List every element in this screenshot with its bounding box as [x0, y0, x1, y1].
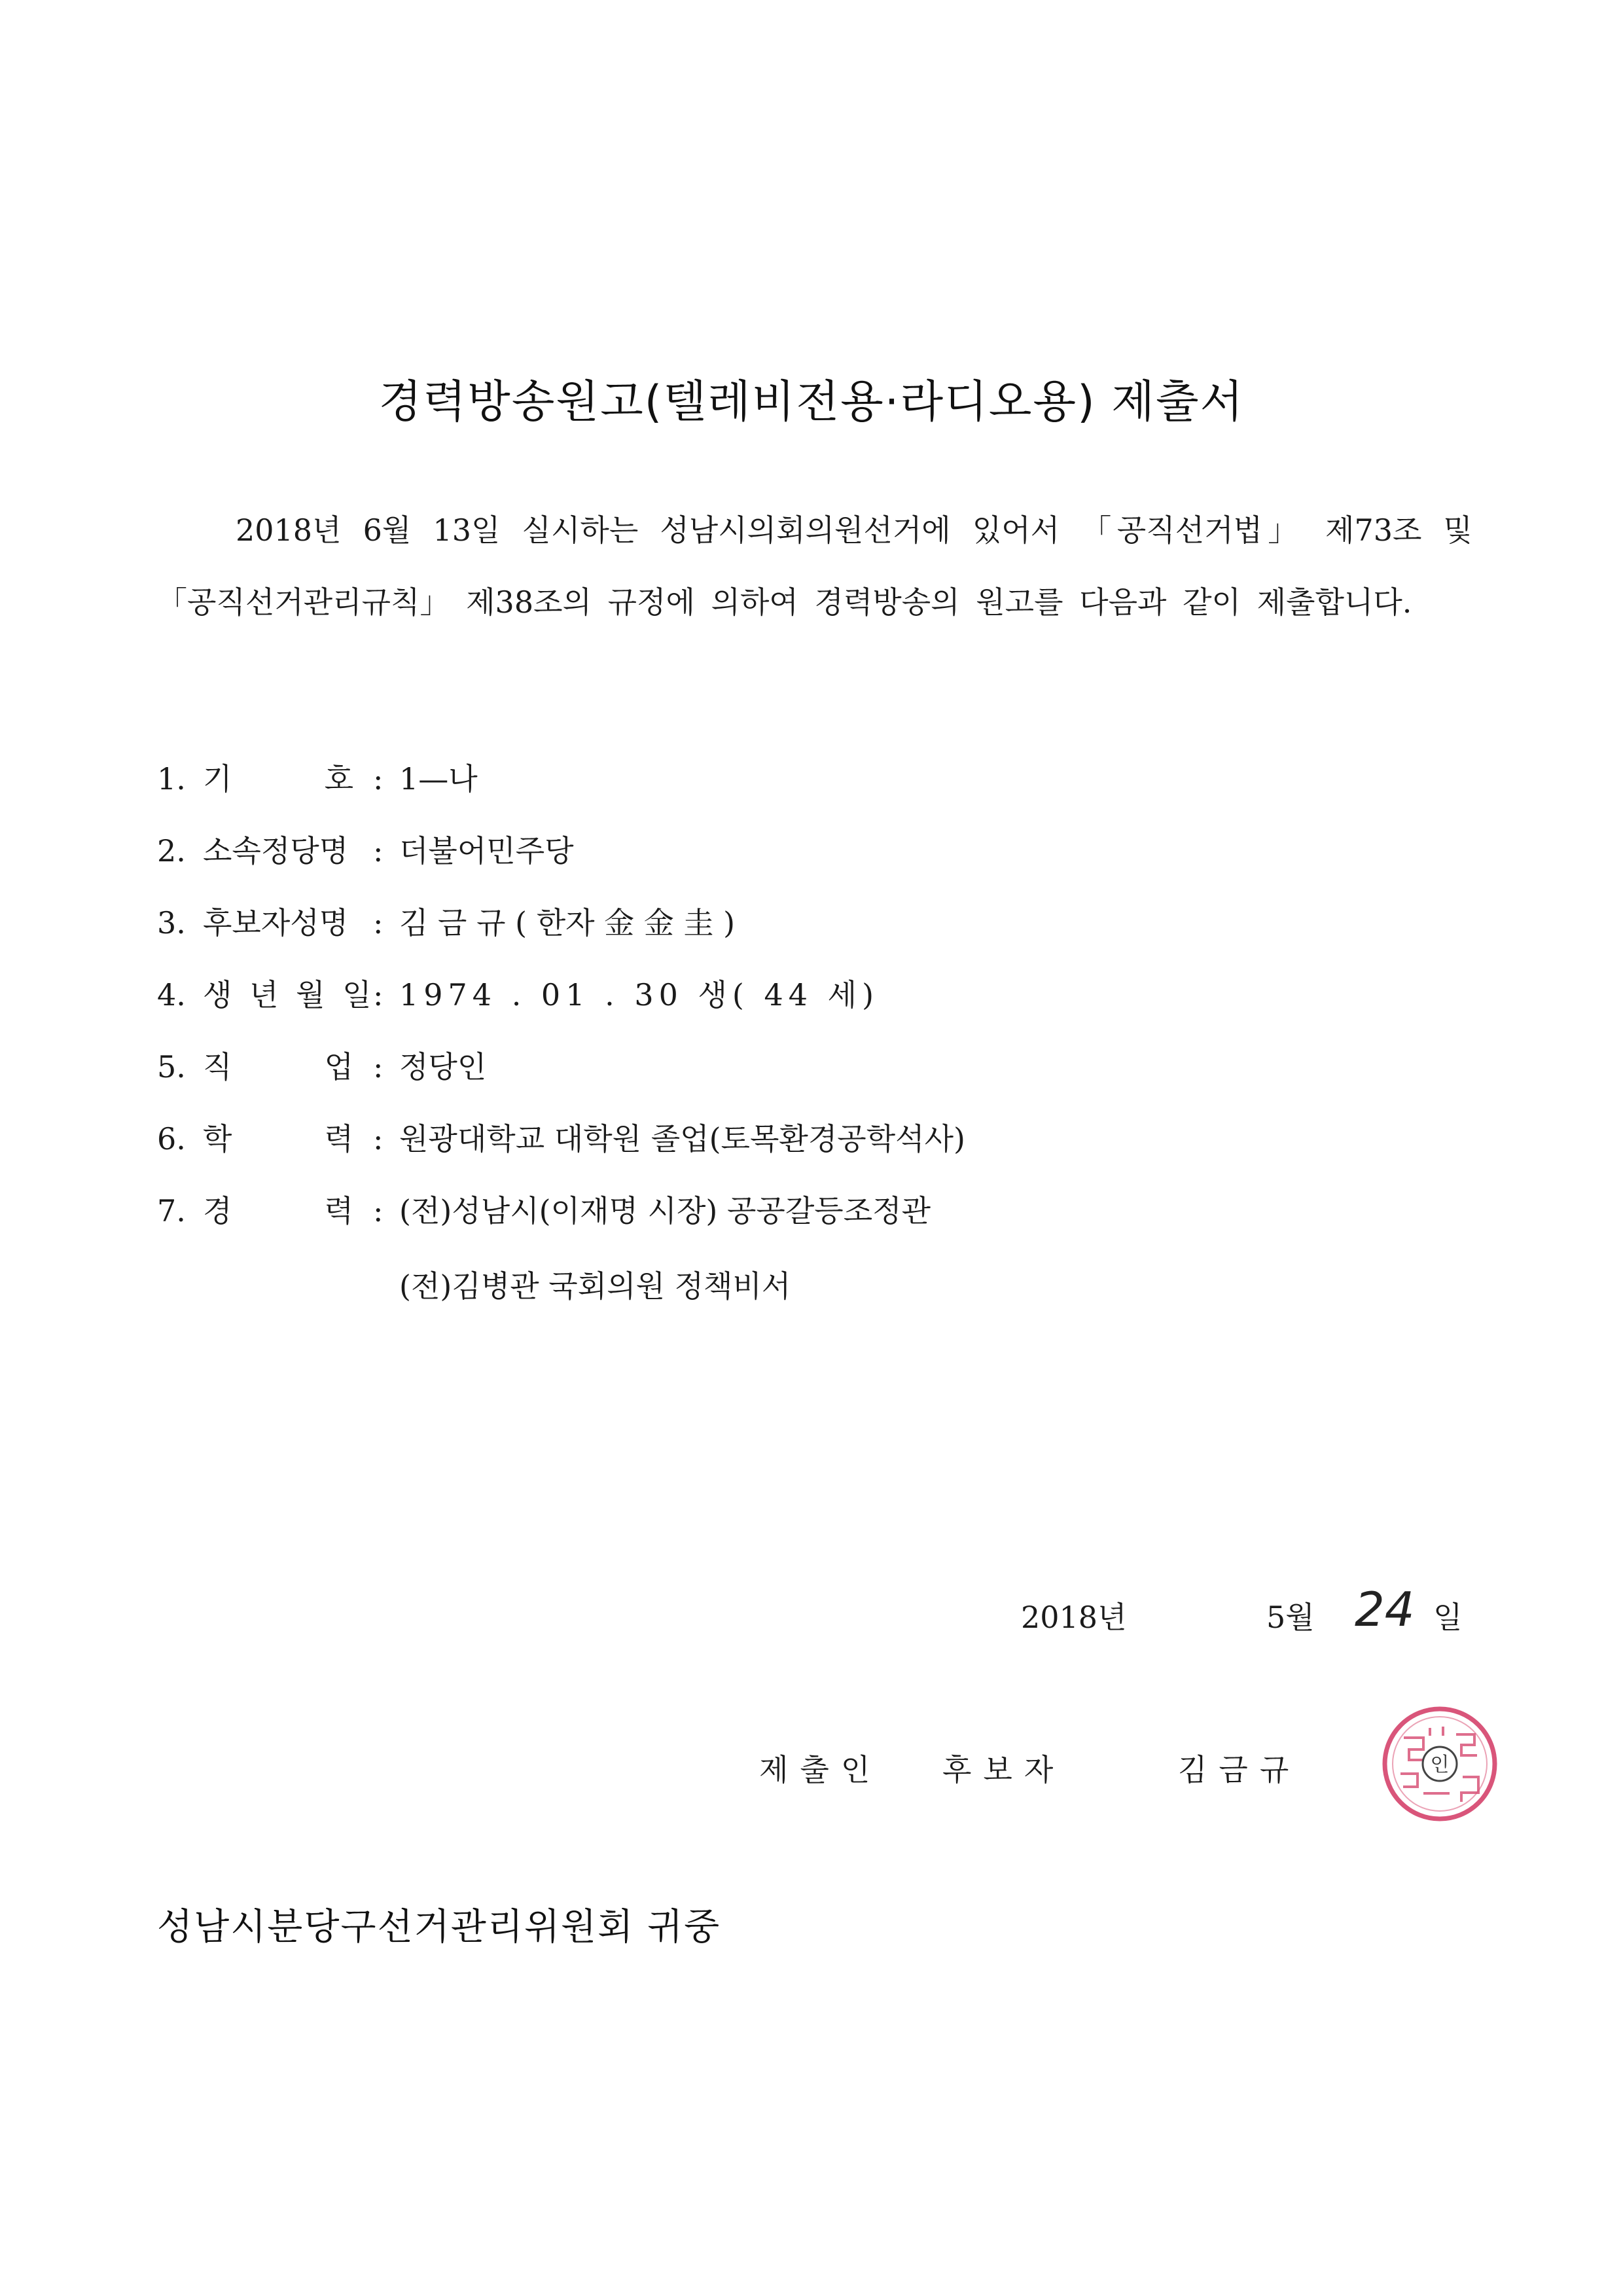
item-colon: :: [373, 833, 383, 869]
addressee: 성남시분당구선거관리위원회 귀중: [157, 1906, 721, 1948]
item-label: 경 력: [203, 1193, 353, 1229]
seal-mark: 인: [1430, 1753, 1450, 1776]
item-num: 1.: [157, 761, 186, 797]
item-colon: :: [373, 1049, 383, 1085]
item-num: 5.: [157, 1049, 186, 1085]
item-colon: :: [373, 761, 383, 797]
item-colon: :: [373, 1193, 383, 1229]
item-colon: :: [373, 1121, 383, 1157]
date-day-handwritten: 24: [1355, 1582, 1415, 1637]
item-value: (전)성남시(이재명 시장) 공공갈등조정관: [399, 1193, 931, 1229]
seal-stamp-icon: [1378, 1702, 1502, 1826]
date-day-suffix: 일: [1433, 1600, 1463, 1635]
date-year: 2018년: [1021, 1600, 1127, 1635]
item-num: 7.: [157, 1193, 186, 1229]
item-value: 1—나: [399, 761, 478, 797]
item-value: 정당인: [399, 1049, 487, 1085]
item-num: 3.: [157, 905, 186, 941]
date-month: 5월: [1266, 1600, 1315, 1635]
item-value: 더불어민주당: [399, 833, 574, 869]
item-label: 생 년 월 일: [203, 977, 376, 1013]
intro-paragraph: 2018년 6월 13일 실시하는 성남시의회의원선거에 있어서 「공직선거법」 제73조 및 「공직선거관리규칙」 제38조의 규정에 의하여 경력방송의 원고를 다음과 같이 제출합니다.: [157, 512, 1472, 620]
item-num: 2.: [157, 833, 186, 869]
candidate-role-label: 후보자: [942, 1752, 1065, 1787]
item-label: 후보자성명: [203, 905, 349, 941]
item-value: 원광대학교 대학원 졸업(토목환경공학석사): [399, 1121, 965, 1157]
item-num: 6.: [157, 1121, 186, 1157]
document-title: 경력방송원고(텔레비전용·라디오용) 제출서: [378, 376, 1245, 428]
item-label: 직 업: [203, 1049, 353, 1085]
item-value: (전)김병관 국회의원 정책비서: [399, 1268, 791, 1304]
candidate-name: 김금규: [1178, 1752, 1301, 1787]
item-colon: :: [373, 977, 383, 1013]
item-colon: :: [373, 905, 383, 941]
submitter-label: 제출인: [759, 1752, 882, 1787]
item-value: 김 금 규 ( 한자 金 金 圭 ): [399, 905, 736, 941]
item-label: 소속정당명: [203, 833, 349, 869]
item-num: 4.: [157, 977, 186, 1013]
item-value: 1974 . 01 . 30 생( 44 세): [399, 977, 880, 1013]
item-label: 기 호: [203, 761, 353, 797]
submission-date: [1021, 1582, 1466, 1640]
item-label: 학 력: [203, 1121, 353, 1157]
